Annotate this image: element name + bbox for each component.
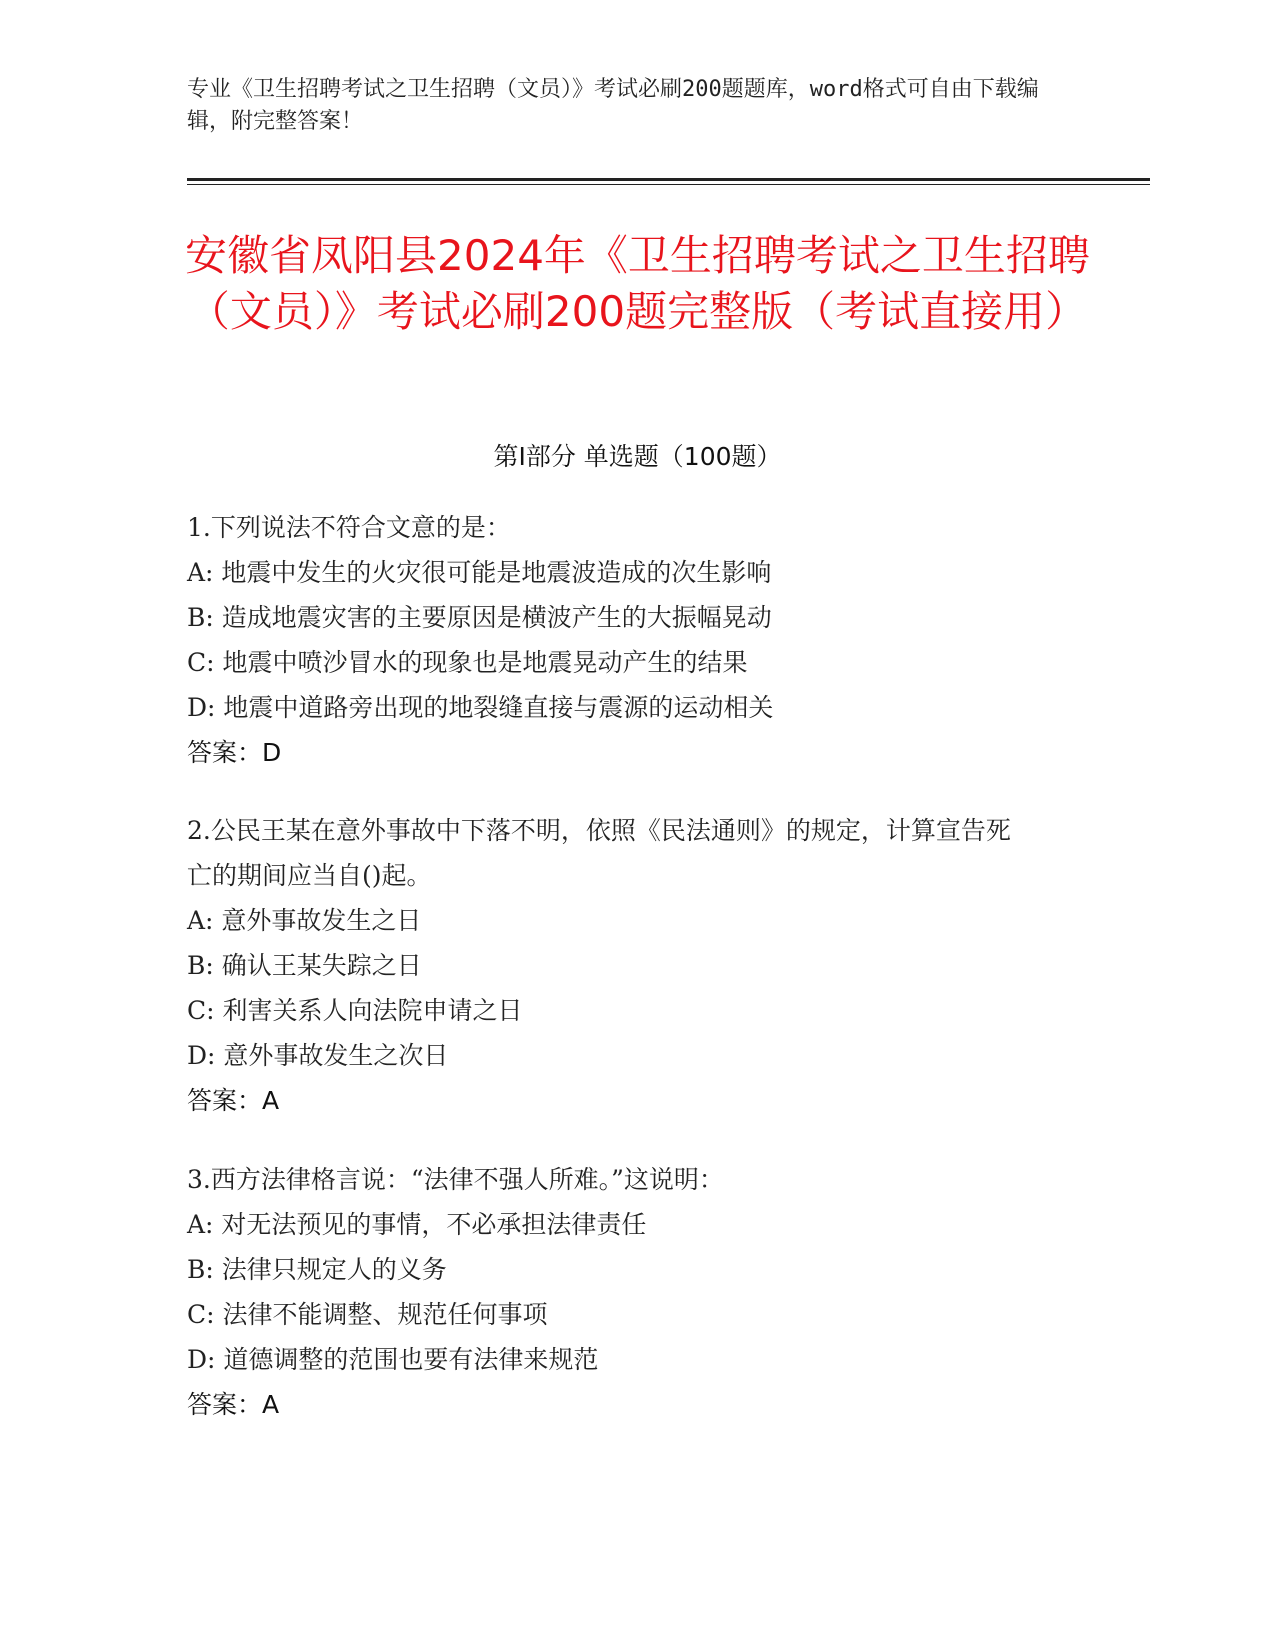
question-3 [187,1157,1067,1427]
option-b: B: 造成地震灾害的主要原因是横波产生的大振幅晃动 [187,603,772,632]
option-d: D: 道德调整的范围也要有法律来规范 [187,1345,599,1374]
option-b: B: 确认王某失踪之日 [187,951,422,980]
option-d: D: 地震中道路旁出现的地裂缝直接与震源的运动相关 [187,693,774,722]
option-a: A: 地震中发生的火灾很可能是地震波造成的次生影响 [187,558,772,587]
option-c: C: 法律不能调整、规范任何事项 [187,1300,548,1329]
option-c: C: 利害关系人向法院申请之日 [187,996,523,1025]
option-a: A: 对无法预见的事情，不必承担法律责任 [187,1210,647,1239]
option-a: A: 意外事故发生之日 [187,906,422,935]
answer: 答案：A [187,1086,280,1115]
question-stem: 2.公民王某在意外事故中下落不明，依照《民法通则》的规定，计算宣告死亡的期间应当自()起。 [187,816,1011,890]
option-b: B: 法律只规定人的义务 [187,1255,447,1284]
question-stem: 3.西方法律格言说：“法律不强人所难。”这说明： [187,1165,724,1194]
header-divider-thin [187,184,1150,185]
header-note: 专业《卫生招聘考试之卫生招聘（文员）》考试必刷200题题库，word格式可自由下载编辑，附完整答案！ [187,77,1039,134]
document-title: 安徽省凤阳县2024年《卫生招聘考试之卫生招聘（文员）》考试必刷200题完整版（考试直接用） [185,231,1090,336]
answer: 答案：A [187,1390,280,1419]
question-2 [187,808,1067,1123]
answer: 答案：D [187,738,282,767]
header-divider-thick [187,178,1150,181]
option-d: D: 意外事故发生之次日 [187,1041,449,1070]
section-heading: 第I部分 单选题（100题） [493,442,782,471]
question-1 [187,505,1067,775]
question-stem: 1.下列说法不符合文意的是： [187,513,511,542]
option-c: C: 地震中喷沙冒水的现象也是地震晃动产生的结果 [187,648,748,677]
